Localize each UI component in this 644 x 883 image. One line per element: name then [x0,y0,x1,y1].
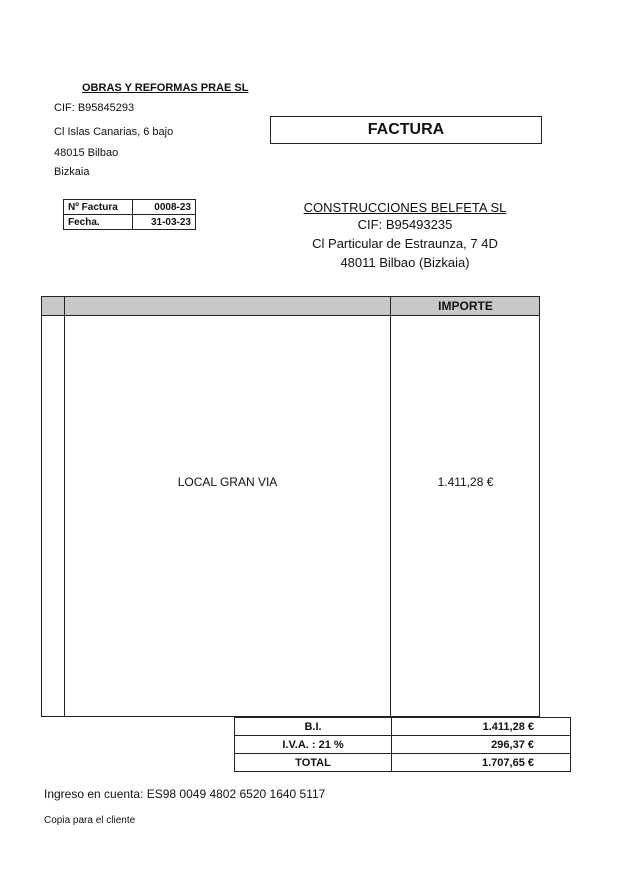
client-name: CONSTRUCCIONES BELFETA SL [303,200,507,215]
line-item-description: LOCAL GRAN VIA [177,475,278,489]
invoice-date-row [64,215,196,230]
invoice-number-label: Nº Factura [64,200,133,215]
vat-value: 296,37 € [392,736,571,754]
invoice-date-value: 31-03-23 [133,215,196,230]
issuer-cif: CIF: B95845293 [54,102,135,114]
client-city: 48011 Bilbao (Bizkaia) [340,255,470,270]
invoice-number-row [64,200,196,215]
invoice-date-label: Fecha. [64,215,133,230]
base-value: 1.411,28 € [392,718,571,736]
copy-note: Copia para el cliente [44,815,136,826]
document-title: FACTURA [270,116,542,144]
amount-column-header: IMPORTE [438,299,493,313]
total-value: 1.707,65 € [392,754,571,772]
total-row [235,754,571,772]
line-items-table [41,296,540,717]
totals-table [234,717,571,772]
payment-account: Ingreso en cuenta: ES98 0049 4802 6520 1640 5117 [44,787,326,801]
total-label: TOTAL [235,754,392,772]
invoice-meta-table [63,199,196,230]
base-row [235,718,571,736]
issuer-city: 48015 Bilbao [54,147,119,159]
client-address: Cl Particular de Estraunza, 7 4D [312,236,498,251]
base-label: B.I. [235,718,392,736]
issuer-province: Bizkaia [54,166,90,178]
issuer-name: OBRAS Y REFORMAS PRAE SL [82,82,249,94]
vat-label: I.V.A. : 21 % [235,736,392,754]
column-divider [64,297,65,716]
column-divider [390,297,391,716]
line-item-amount: 1.411,28 € [437,475,494,489]
issuer-address: Cl Islas Canarias, 6 bajo [54,126,174,138]
invoice-number-value: 0008-23 [133,200,196,215]
vat-row [235,736,571,754]
client-cif: CIF: B95493235 [357,217,453,232]
